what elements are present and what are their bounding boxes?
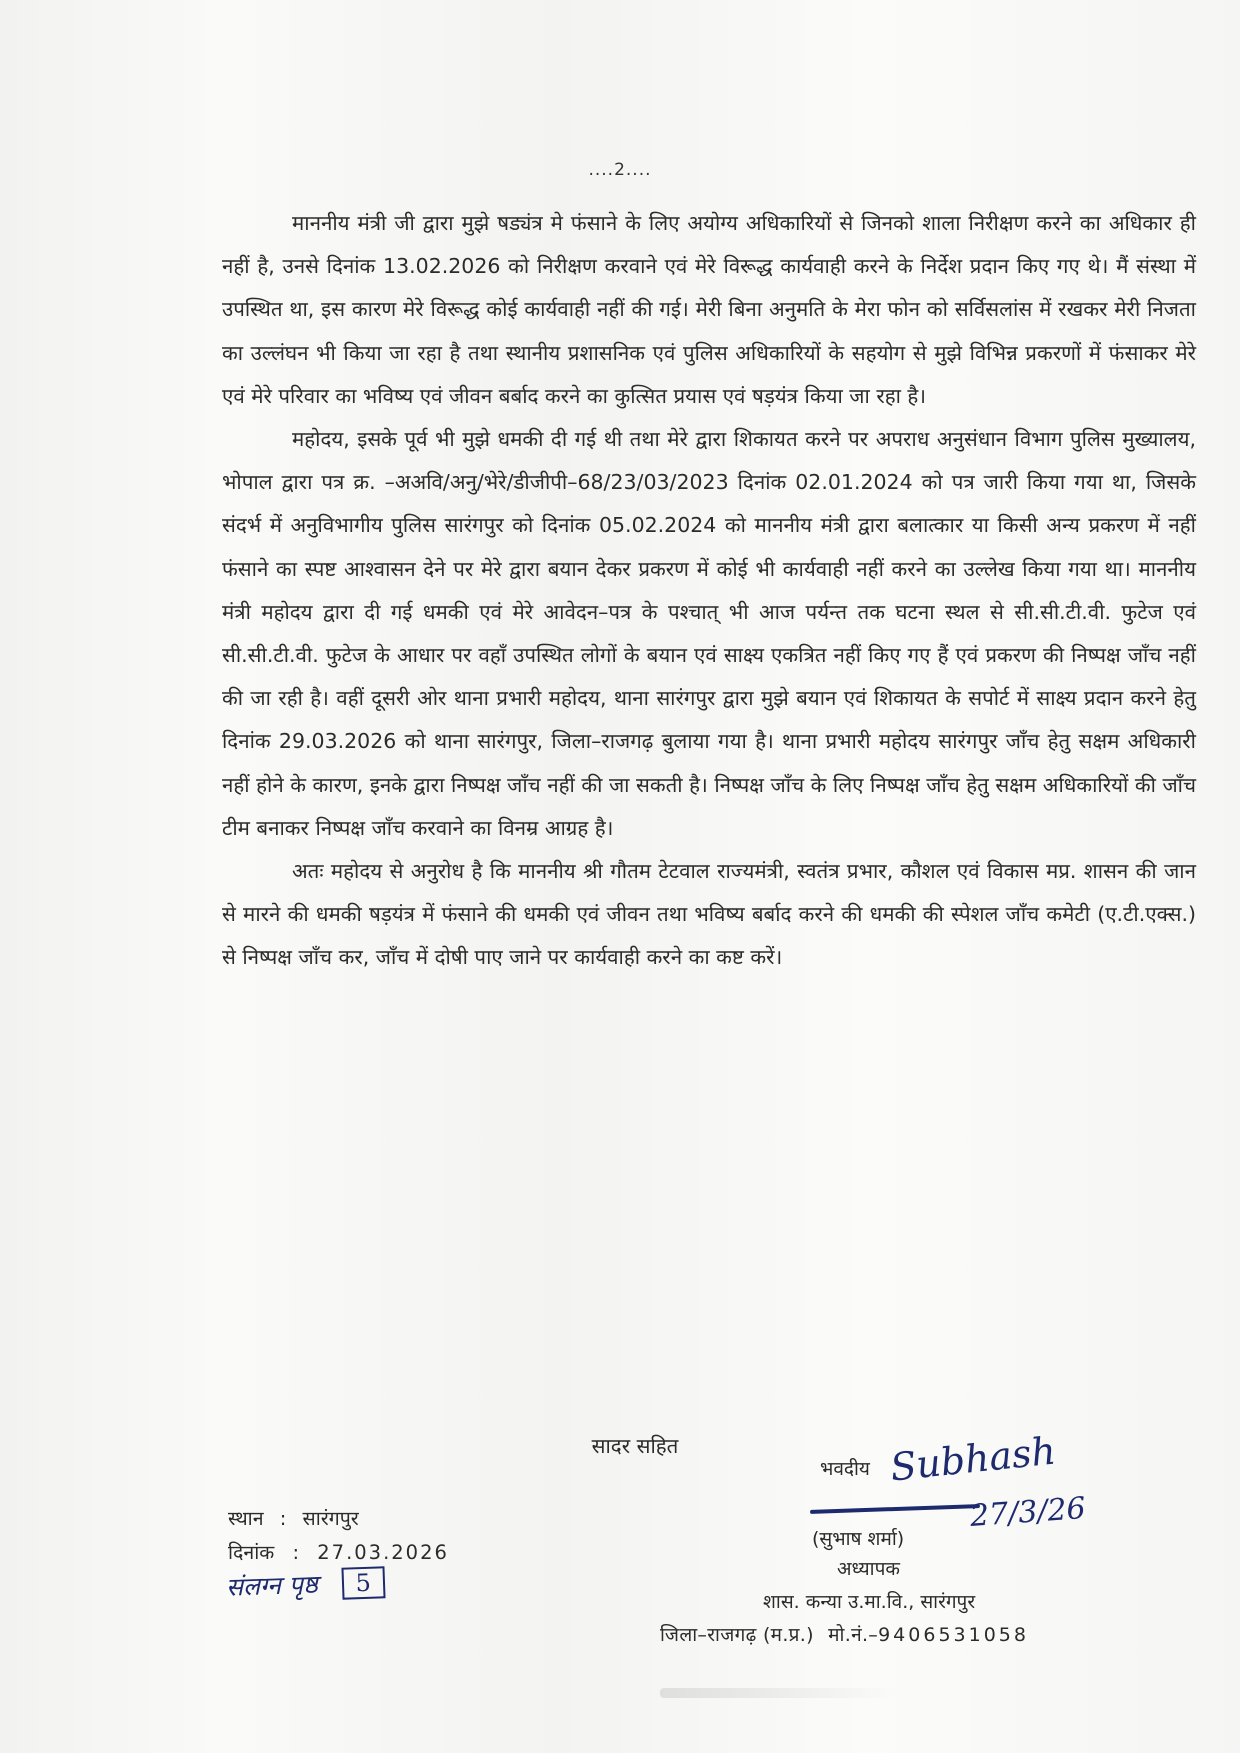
date-separator: : — [292, 1541, 300, 1564]
place-value: सारंगपुर — [302, 1507, 359, 1530]
signer-district: जिला–राजगढ़ (म.प्र.) — [660, 1624, 814, 1646]
signer-name: (सुभाष शर्मा) — [812, 1528, 905, 1550]
date-value: 27.03.2026 — [317, 1541, 449, 1564]
mobile-number: 9406531058 — [878, 1624, 1029, 1646]
paragraph-2: महोदय, इसके पूर्व भी मुझे धमकी दी गई थी तथा मेरे द्वारा शिकायत करने पर अपराध अनुसंधान विभाग पुलिस मुख्यालय, भोपाल द्वारा पत्र क्र. –अअवि/अनु/भेरे/डीजीपी–68/23/03/2023 दिनांक 02.01.2024 को पत्र जारी किया गया था, जिसके संदर्भ में अनुविभागीय पुलिस सारंगपुर को दिनांक 05.02.2024 को माननीय मंत्री द्वारा बलात्कार या किसी अन्य प्रकरण में नहीं फंसाने का स्पष्ट आश्वासन देने पर मेरे द्वारा बयान देकर प्रकरण में कोई भी कार्यवाही नहीं करने का उल्लेख किया गया था। माननीय मंत्री महोदय द्वारा दी गई धमकी एवं मेरे आवेदन–पत्र के पश्चात् भी आज पर्यन्त तक घटना स्थल से सी.सी.टी.वी. फुटेज एवं सी.सी.टी.वी. फुटेज के आधार पर वहाँ उपस्थित लोगों के बयान एवं साक्ष्य एकत्रित नहीं किए गए हैं एवं प्रकरण की निष्पक्ष जाँच नहीं की जा रही है। वहीं दूसरी ओर थाना प्रभारी महोदय, थाना सारंगपुर द्वारा मुझे बयान एवं शिकायत के सपोर्ट में साक्ष्य प्रदान करने हेतु दिनांक 29.03.2026 को थाना सारंगपुर, जिला–राजगढ़ बुलाया गया है। थाना प्रभारी महोदय सारंगपुर जाँच हेतु सक्षम अधिकारी नहीं होने के कारण, इनके द्वारा निष्पक्ष जाँच नहीं की जा सकती है। निष्पक्ष जाँच के लिए निष्पक्ष जाँच हेतु सक्षम अधिकारियों की जाँच टीम बनाकर निष्पक्ष जाँच करवाने का विनम्र आग्रह है। — [222, 427, 1197, 840]
date-label: दिनांक — [228, 1541, 275, 1564]
place-label: स्थान — [228, 1507, 264, 1530]
letter-body — [222, 202, 1196, 980]
place-date-block — [228, 1502, 449, 1570]
page-number: ....2.... — [588, 160, 652, 180]
scan-smudge — [660, 1688, 900, 1698]
signature-stroke — [810, 1504, 980, 1514]
handwritten-signature: Subhash — [888, 1428, 1058, 1490]
place-row — [228, 1502, 449, 1536]
enclosure-count-box: 5 — [341, 1566, 385, 1599]
signer-designation: अध्यापक — [837, 1558, 900, 1580]
signer-address — [660, 1621, 1029, 1647]
handwritten-signature-date: 27/3/26 — [968, 1491, 1087, 1534]
paragraph-3: अतः महोदय से अनुरोध है कि माननीय श्री गौतम टेटवाल राज्यमंत्री, स्वतंत्र प्रभार, कौशल एवं विकास मप्र. शासन की जान से मारने की धमकी षड़यंत्र में फंसाने की धमकी एवं जीवन तथा भविष्य बर्बाद करने की धमकी की स्पेशल जाँच कमेटी (ए.टी.एक्स.) से निष्पक्ष जाँच कर, जाँच में दोषी पाए जाने पर कार्यवाही करने का कष्ट करें। — [222, 859, 1196, 970]
handwritten-enclosure-note — [225, 1564, 385, 1604]
signature-block — [660, 1428, 1180, 1745]
mobile-label: मो.नं.– — [828, 1624, 879, 1646]
salutation-yours: भवदीय — [820, 1458, 870, 1480]
closing-salutation: सादर सहित — [591, 1434, 679, 1458]
paragraph-1: माननीय मंत्री जी द्वारा मुझे षड्यंत्र मे फंसाने के लिए अयोग्य अधिकारियों से जिनको शाला निरीक्षण करने का अधिकार ही नहीं है, उनसे दिनांक 13.02.2026 को निरीक्षण करवाने एवं मेरे विरूद्ध कार्यवाही करने के निर्देश प्रदान किए गए थे। मैं संस्था में उपस्थित था, इस कारण मेरे विरूद्ध कोई कार्यवाही नहीं की गई। मेरी बिना अनुमति के मेरा फोन को सर्विसलांस में रखकर मेरी निजता का उल्लंघन भी किया जा रहा है तथा स्थानीय प्रशासनिक एवं पुलिस अधिकारियों के सहयोग से मुझे विभिन्न प्रकरणों में फंसाकर मेरे एवं मेरे परिवार का भविष्य एवं जीवन बर्बाद करने का कुत्सित प्रयास एवं षड़यंत्र किया जा रहा है। — [222, 211, 1196, 408]
place-separator: : — [279, 1507, 287, 1530]
enclosure-text: संलग्न पृष्ठ — [225, 1569, 319, 1602]
signer-school: शास. कन्या उ.मा.वि., सारंगपुर — [763, 1591, 976, 1613]
